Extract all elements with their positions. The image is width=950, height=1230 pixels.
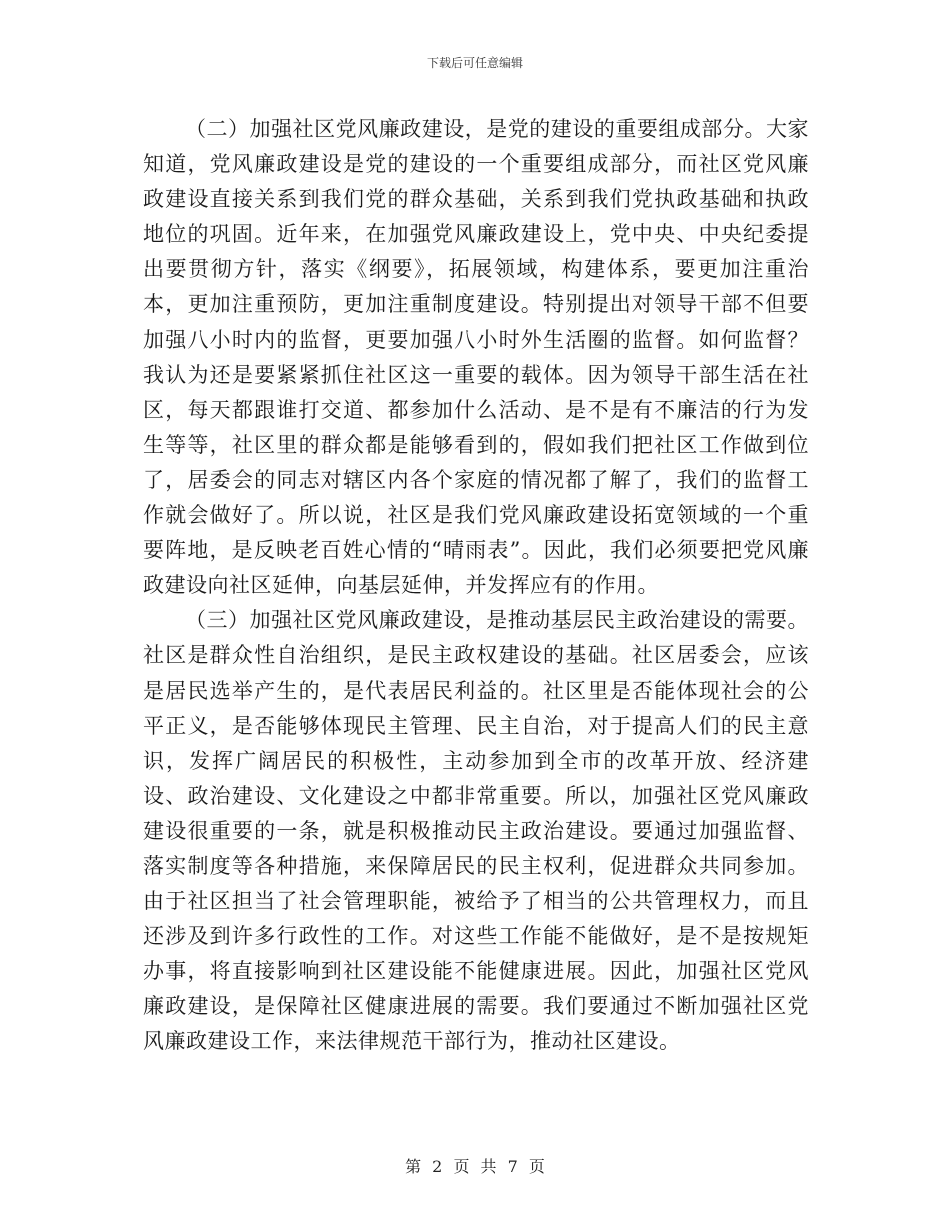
header-note: 下载后可任意编辑 (426, 56, 523, 70)
page-number-footer: 第 2 页 共 7 页 (405, 1157, 545, 1176)
paragraph-section-three: （三）加强社区党风廉政建设，是推动基层民主政治建设的需要。社区是群众性自治组织，是民主政权建设的基础。社区居委会，应该是居民选举产生的，是代表居民利益的。社区里是否能体现社会的公平正义，是否能够体现民主管理、民主自治，对于提高人们的民主意识，发挥广阔居民的积极性，主动参加到全市的改革开放、经济建设、政治建设、文化建设之中都非常重要。所以，加强社区党风廉政建设很重要的一条，就是积极推动民主政治建设。要通过加强监督、落实制度等各种措施，来保障居民的民主权利，促进群众共同参加。由于社区担当了社会管理职能，被给予了相当的公共管理权力，而且还涉及到许多行政性的工作。对这些工作能不能做好，是不是按规矩办事，将直接影响到社区建设能不能健康进展。因此，加强社区党风廉政建设，是保障社区健康进展的需要。我们要通过不断加强社区党风廉政建设工作，来法律规范干部行为，推动社区建设。 (143, 608, 809, 1054)
paragraph-section-two: （二）加强社区党风廉政建设，是党的建设的重要组成部分。大家知道，党风廉政建设是党的建设的一个重要组成部分，而社区党风廉政建设直接关系到我们党的群众基础，关系到我们党执政基础和执政地位的巩固。近年来，在加强党风廉政建设上，党中央、中央纪委提出要贯彻方针，落实《纲要》，拓展领域，构建体系，要更加注重治本，更加注重预防，更加注重制度建设。特别提出对领导干部不但要加强八小时内的监督，更要加强八小时外生活圈的监督。如何监督？我认为还是要紧紧抓住社区这一重要的载体。因为领导干部生活在社区，每天都跟谁打交道、都参加什么活动、是不是有不廉洁的行为发生等等，社区里的群众都是能够看到的，假如我们把社区工作做到位了，居委会的同志对辖区内各个家庭的情况都了解了，我们的监督工作就会做好了。所以说，社区是我们党风廉政建设拓宽领域的一个重要阵地，是反映老百姓心情的“晴雨表”。因此，我们必须要把党风廉政建设向社区延伸，向基层延伸，并发挥应有的作用。 (143, 117, 809, 598)
document-body (143, 112, 809, 1060)
